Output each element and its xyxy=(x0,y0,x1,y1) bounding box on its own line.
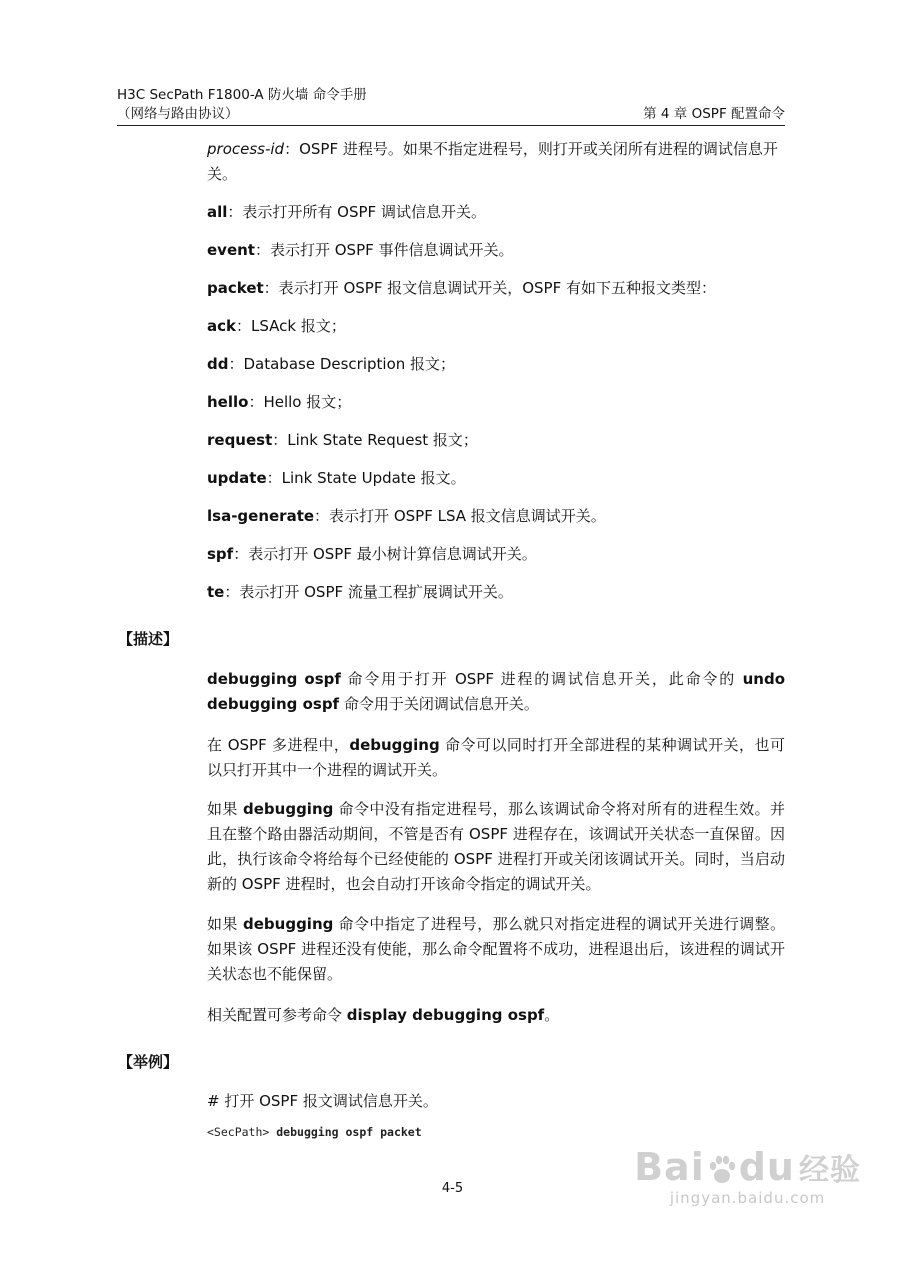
watermark-url: jingyan.baidu.com xyxy=(669,1189,826,1207)
manual-title: H3C SecPath F1800-A 防火墙 命令手册 xyxy=(117,87,367,103)
command-name: display debugging ospf xyxy=(346,1006,545,1024)
description-paragraph-1: debugging ospf 命令用于打开 OSPF 进程的调试信息开关，此命令的 undo debugging ospf 命令用于关闭调试信息开关。 xyxy=(207,670,786,713)
param-term: te xyxy=(207,583,225,601)
param-term: all xyxy=(207,203,228,221)
param-lsa-generate xyxy=(207,504,785,529)
param-term: ack xyxy=(207,317,236,335)
command-name: debugging xyxy=(243,915,334,933)
example-code xyxy=(207,1125,422,1139)
description-paragraph-4: 如果 debugging 命令中指定了进程号，那么就只对指定进程的调试开关进行调整。如果该 OSPF 进程还没有使能，那么命令配置将不成功，进程退出后，该进程的调试开关状态也不能保留。 xyxy=(207,915,785,983)
watermark-logo: Bai du 经验 xyxy=(634,1145,861,1189)
param-spf xyxy=(207,542,785,567)
param-request xyxy=(207,428,785,453)
param-desc: ：OSPF 进程号。如果不指定进程号，则打开或关闭所有进程的调试信息开关。 xyxy=(207,140,778,183)
param-te xyxy=(207,580,785,605)
param-term: dd xyxy=(207,355,229,373)
param-term: process-id xyxy=(207,140,285,158)
param-desc: ：表示打开 OSPF LSA 报文信息调试开关。 xyxy=(314,507,606,525)
description-paragraph-5: 相关配置可参考命令 display debugging ospf。 xyxy=(207,1006,560,1024)
param-term: packet xyxy=(207,279,264,297)
example-comment: # 打开 OSPF 报文调试信息开关。 xyxy=(207,1092,438,1110)
manual-subtitle: （网络与路由协议） xyxy=(117,106,239,122)
param-term: event xyxy=(207,241,255,259)
param-desc: ：表示打开 OSPF 最小树计算信息调试开关。 xyxy=(233,545,537,563)
param-term: spf xyxy=(207,545,234,563)
param-term: request xyxy=(207,431,273,449)
param-packet xyxy=(207,276,785,301)
param-all xyxy=(207,200,785,225)
param-hello xyxy=(207,390,785,415)
param-ack xyxy=(207,314,785,339)
header-left xyxy=(117,86,367,124)
param-desc: ：表示打开 OSPF 流量工程扩展调试开关。 xyxy=(224,583,513,601)
example-heading: 【举例】 xyxy=(118,1053,179,1071)
param-desc: ：Hello 报文； xyxy=(248,393,352,411)
param-term: hello xyxy=(207,393,249,411)
command-name: debugging xyxy=(349,736,440,754)
param-term: lsa-generate xyxy=(207,507,315,525)
description-heading: 【描述】 xyxy=(118,630,179,648)
param-desc: ：表示打开 OSPF 报文信息调试开关，OSPF 有如下五种报文类型： xyxy=(263,279,716,297)
param-desc: ：Link State Update 报文。 xyxy=(266,469,466,487)
param-desc: ：Database Description 报文； xyxy=(228,355,456,373)
cli-command: debugging ospf packet xyxy=(276,1125,422,1139)
baidu-jingyan-watermark xyxy=(634,1145,861,1207)
command-name: debugging xyxy=(243,800,334,818)
command-name: debugging ospf xyxy=(207,670,341,688)
param-desc: ：表示打开所有 OSPF 调试信息开关。 xyxy=(227,203,486,221)
param-term: update xyxy=(207,469,267,487)
command-name: undo debugging ospf xyxy=(207,670,786,713)
page-number: 4-5 xyxy=(441,1181,464,1196)
param-update xyxy=(207,466,785,491)
param-process-id xyxy=(207,137,785,187)
param-dd xyxy=(207,352,785,377)
cli-prompt: <SecPath> xyxy=(207,1125,270,1139)
description-paragraph-3: 如果 debugging 命令中没有指定进程号，那么该调试命令将对所有的进程生效。并且在整个路由器活动期间，不管是否有 OSPF 进程存在，该调试开关状态一直保留。因此，执行该命令将给每个已经使能的 OSPF 进程打开或关闭该调试开关。同时，当启动新的 OSPF 进程时，也会自动打开该命令指定的调试开关。 xyxy=(207,800,785,893)
paw-icon xyxy=(705,1153,739,1187)
param-desc: ：Link State Request 报文； xyxy=(272,431,478,449)
chapter-title: 第 4 章 OSPF 配置命令 xyxy=(643,106,785,122)
param-event xyxy=(207,238,785,263)
param-desc: ：表示打开 OSPF 事件信息调试开关。 xyxy=(254,241,514,259)
param-desc: ：LSAck 报文； xyxy=(236,317,346,335)
description-paragraph-2: 在 OSPF 多进程中，debugging 命令可以同时打开全部进程的某种调试开关，也可以只打开其中一个进程的调试开关。 xyxy=(207,736,785,779)
header-divider xyxy=(117,125,785,126)
